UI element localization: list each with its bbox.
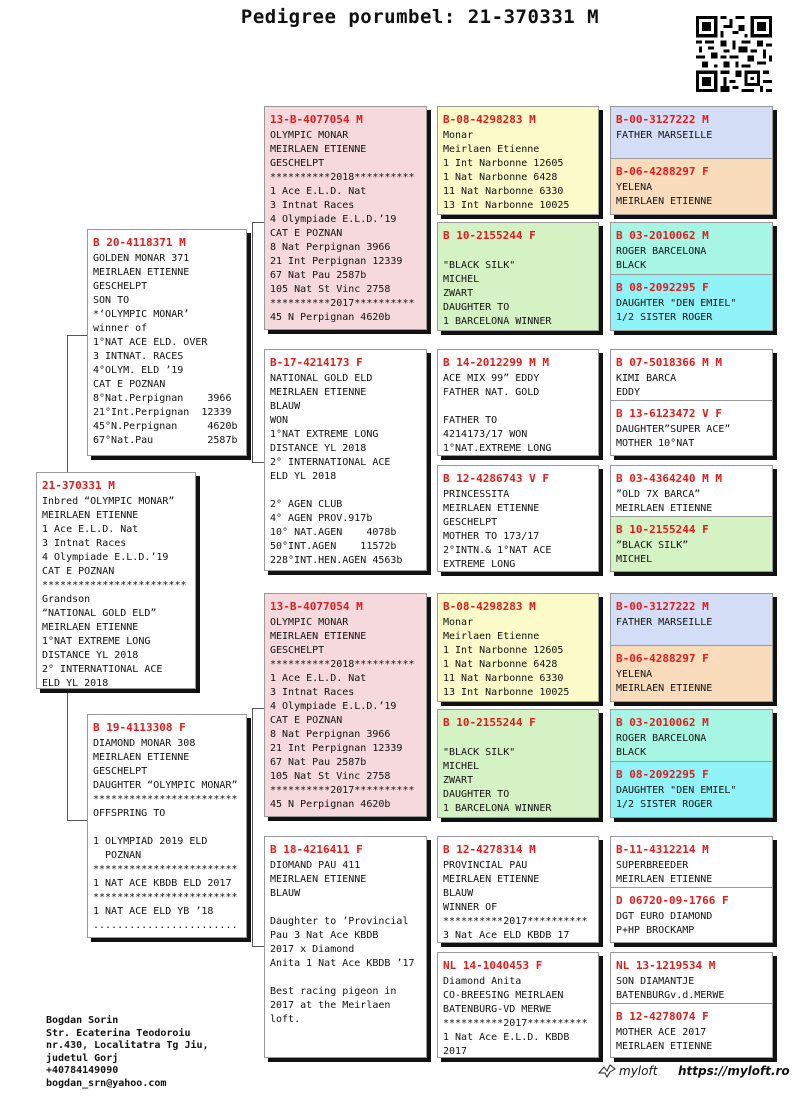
card-line: GESCHELPT (270, 158, 325, 169)
ring-number: B 03-4364240 M M (616, 472, 722, 485)
card-line: nr.430, Localitatra Tg Jiu, (46, 1040, 209, 1051)
card-line: ************************ (93, 864, 238, 875)
card-line: **********2017********** (270, 785, 415, 796)
card-line: ROGER BARCELONA (616, 246, 707, 257)
great-grandparent-card (437, 952, 599, 1058)
card-line: Anita 1 Nat Ace KBDB ’17 (270, 958, 415, 969)
card-line: ELD YL 2018 (42, 678, 109, 689)
card-line: 1 Ace E.L.D. Nat (42, 524, 139, 535)
card-line: ************************ (42, 580, 187, 591)
card-line: Str. Ecaterina Teodoroiu (46, 1027, 191, 1039)
card-line: MOTHER TO 173/17 (443, 531, 540, 542)
card-line: DAUGHTER TO (443, 789, 510, 800)
card-line: 45 N Perpignan 4620b (270, 799, 391, 810)
card-line: 1 BARCELONA WINNER (443, 316, 552, 327)
card-line: MEIRLAEN ETIENNE (616, 683, 713, 694)
connector-line (252, 946, 264, 947)
card-line: Diamond Anita (443, 976, 522, 987)
card-line: MICHEL (443, 761, 480, 772)
card-line: OLYMPIC MONAR (270, 130, 349, 141)
card-line: "BLACK SILK" (443, 747, 516, 758)
card-line (270, 901, 421, 915)
card-line: 4 Olympiade E.L.D.’19 (270, 214, 397, 225)
card-line: 21°Int.Perpignan 12339 (93, 407, 232, 418)
ggg-pair-card (610, 952, 773, 1058)
card-body (611, 1026, 772, 1054)
card-line: 2017 at the Meirlaen (270, 1000, 391, 1011)
card-line: 50°INT.AGEN 11572b (270, 541, 397, 552)
connector-line (252, 222, 253, 462)
card-line: MEIRLAEN ETIENNE (616, 1041, 713, 1052)
card-line: **********2018********** (270, 659, 415, 670)
ring-number: B 18-4216411 F (270, 843, 363, 856)
sire-dam-card (264, 349, 427, 571)
card-line: 3 Nat Ace ELD KBDB 17 (443, 930, 570, 941)
ring-number: 13-B-4077054 M (270, 600, 363, 613)
card-line: MICHEL (616, 554, 653, 565)
card-line: 13 Int Narbonne 10025 (443, 200, 570, 211)
great-grandparent-card (437, 593, 599, 702)
card-line: Daughter to ’Provincial (270, 916, 409, 927)
card-line: YELENA (616, 182, 653, 193)
great-grandparent-card (437, 836, 599, 943)
card-line: MEIRLAEN ETIENNE (616, 196, 713, 207)
card-line: 3 INTNAT. RACES (93, 351, 184, 362)
card-line: PRINCESSITA (443, 489, 510, 500)
great-grandparent-card (437, 709, 599, 818)
card-body (438, 488, 598, 572)
card-line: DIAMOND MONAR 308 (93, 738, 196, 749)
card-line: BLAUW (270, 401, 301, 412)
ring-number: B 20-4118371 M (93, 236, 186, 249)
card-line: SON DIAMANTJE (616, 976, 695, 987)
card-body (438, 372, 598, 456)
card-body (265, 616, 426, 812)
card-line: 2° INTERNATIONAL ACE (42, 664, 163, 675)
card-line: YELENA (616, 669, 653, 680)
great-grandparent-card (437, 106, 599, 215)
card-line: 2°INTN.& 1°NAT ACE (443, 545, 552, 556)
card-body (438, 975, 598, 1058)
ggg-pair-card (610, 222, 773, 331)
card-line: BLACK (616, 747, 647, 758)
card-line: *‘OLYMPIC MONAR’ (93, 309, 190, 320)
card-line: Inbred “OLYMPIC MONAR” (42, 496, 175, 507)
card-line: ************************ (93, 794, 238, 805)
ring-number: NL 14-1040453 F (443, 959, 543, 972)
dam-sire-card (264, 593, 427, 817)
card-line: 4° AGEN PROV.917b (270, 513, 373, 524)
card-line (270, 484, 421, 498)
card-line: loft. (270, 1014, 301, 1025)
card-body (265, 129, 426, 325)
ring-number: B 07-5018366 M M (616, 356, 722, 369)
ring-number: B 14-2012299 M M (443, 356, 549, 369)
card-line: **********2018********** (270, 172, 415, 183)
card-line: Meirlaen Etienne (443, 144, 540, 155)
card-body (611, 910, 772, 938)
ring-number: B 08-2092295 F (616, 768, 709, 781)
ring-number: B-11-4312214 M (616, 843, 709, 856)
connector-line (252, 222, 264, 223)
dam-card (87, 714, 247, 938)
card-line: MICHEL (443, 274, 480, 285)
card-line: 8°Nat.Perpignan 3966 (93, 393, 232, 404)
card-line: 45°N.Perpignan 4620b (93, 421, 238, 432)
card-line: SUPERBREEDER (616, 860, 689, 871)
subject-card (36, 472, 196, 689)
card-line: Meirlaen Etienne (443, 631, 540, 642)
card-line: CO-BREESING MEIRLAEN (443, 990, 564, 1001)
card-line: DIOMAND PAU 411 (270, 860, 361, 871)
ring-number: D 06720-09-1766 F (616, 894, 729, 907)
great-grandparent-card (437, 349, 599, 456)
card-line: ELD YL 2018 (270, 471, 337, 482)
card-line: MEIRLAEN ETIENNE (616, 874, 713, 885)
card-line: **********2017********** (443, 1018, 588, 1029)
card-line: 11 Nat Narbonne 6330 (443, 186, 564, 197)
card-line: 8 Nat Perpignan 3966 (270, 729, 391, 740)
ggg-pair-card (610, 465, 773, 572)
card-body (611, 784, 772, 812)
card-line: 1°NAT EXTREME LONG (270, 429, 379, 440)
card-line: GOLDEN MONAR 371 (93, 253, 190, 264)
connector-line (67, 820, 87, 821)
great-grandparent-card (437, 465, 599, 572)
logo-text: myloft (619, 1064, 658, 1078)
card-line: 45 N Perpignan 4620b (270, 312, 391, 323)
card-line (270, 971, 421, 985)
card-line: ZWART (443, 288, 474, 299)
card-line: FATHER TO (443, 415, 498, 426)
card-body (611, 245, 772, 273)
card-line: 1 Int Narbonne 12605 (443, 645, 564, 656)
card-body (88, 252, 246, 448)
ring-number: B 13-6123472 V F (616, 407, 722, 420)
card-line: BATENBURGv.d.MERWE (616, 990, 725, 1001)
card-line: 1 OLYMPIAD 2019 ELD (93, 836, 208, 847)
card-line: 228°INT.HEN.AGEN 4563b (270, 555, 403, 566)
ring-number: B-00-3127222 M (616, 600, 709, 613)
card-body (265, 859, 426, 1027)
card-line: MOTHER 10°NAT (616, 438, 695, 449)
card-line: Monar (443, 617, 474, 628)
card-line: **********2017********** (443, 916, 588, 927)
ring-number: B 12-4286743 V F (443, 472, 549, 485)
card-body (438, 616, 598, 700)
card-line: MEIRLAEN ETIENNE (443, 874, 540, 885)
card-line: WON (270, 415, 289, 426)
card-line: MEIRLAEN ETIENNE (616, 503, 713, 514)
card-line: MEIRLAEN ETIENNE (42, 510, 139, 521)
card-line: CAT E POZNAN (270, 228, 343, 239)
card-line: Bogdan Sorin (46, 1015, 119, 1026)
connector-line (252, 708, 253, 946)
card-line: ACE MIX 99” EDDY (443, 373, 540, 384)
ggg-pair-card (610, 349, 773, 456)
brand-logo (598, 1064, 657, 1078)
card-body (265, 372, 426, 568)
card-line: **********2017********** (270, 298, 415, 309)
card-line: 1 Nat Narbonne 6428 (443, 172, 558, 183)
card-line: DAUGHTER "DEN EMIEL" (616, 785, 737, 796)
card-line: 67 Nat Pau 2587b (270, 757, 367, 768)
card-line: 105 Nat St Vinc 2758 (270, 771, 391, 782)
card-line: EDDY (616, 387, 641, 398)
card-line: judetul Gorj (46, 1052, 119, 1064)
card-line (443, 245, 593, 259)
card-line: 67°Nat.Pau 2587b (93, 435, 238, 446)
card-line: 1/2 SISTER ROGER (616, 312, 713, 323)
card-line: GESCHELPT (93, 281, 148, 292)
card-body (611, 423, 772, 451)
card-body (611, 488, 772, 516)
ring-number: B-06-4288297 F (616, 652, 709, 665)
card-line: ”OLD 7X BARCA” (616, 489, 701, 500)
ring-number: B-08-4298283 M (443, 113, 536, 126)
card-body (438, 129, 598, 213)
card-line: FATHER MARSEILLE (616, 617, 713, 628)
sire-sire-card (264, 106, 427, 330)
card-line: Grandson (42, 594, 91, 605)
card-line (93, 821, 241, 835)
card-line: 105 Nat St Vinc 2758 (270, 284, 391, 295)
card-line: MOTHER ACE 2017 (616, 1027, 707, 1038)
card-line: DAUGHTER "DEN EMIEL" (616, 298, 737, 309)
card-body (611, 181, 772, 209)
card-body (88, 737, 246, 933)
card-line: GESCHELPT (443, 517, 498, 528)
card-line: 1°NAT ACE ELD. OVER (93, 337, 208, 348)
card-body (611, 372, 772, 400)
card-line: 4214173/17 WON (443, 429, 528, 440)
card-line: "BLACK SILK" (443, 260, 516, 271)
ring-number: B 03-2010062 M (616, 229, 709, 242)
card-line: DAUGHTER”SUPER ACE” (616, 424, 731, 435)
ggg-pair-card (610, 106, 773, 215)
card-line: 67 Nat Pau 2587b (270, 270, 367, 281)
card-line: POZNAN (93, 850, 142, 861)
card-line: 1°NAT EXTREME LONG (42, 636, 151, 647)
card-line: BLAUW (270, 888, 301, 899)
card-line: GESCHELPT (93, 766, 148, 777)
qr-code (696, 16, 772, 92)
ring-number: B 12-4278074 F (616, 1010, 709, 1023)
card-line: MEIRLAEN ETIENNE (270, 387, 367, 398)
card-line: 1°NAT.EXTREME LONG (443, 443, 552, 454)
card-line: 1 Ace E.L.D. Nat (270, 186, 367, 197)
connector-line (67, 690, 68, 820)
card-line: 2° INTERNATIONAL ACE (270, 457, 391, 468)
connector-line (252, 462, 264, 463)
card-line: OFFSPRING TO (93, 808, 166, 819)
card-line: 1 Nat Ace E.L.D. KBDB (443, 1032, 570, 1043)
card-body (611, 616, 772, 630)
card-line: 3 Intnat Races (42, 538, 127, 549)
card-line: DISTANCE YL 2018 (42, 650, 139, 661)
ring-number: B 12-4278314 M (443, 843, 536, 856)
card-line: MEIRLAEN ETIENNE (443, 503, 540, 514)
card-line: SON TO (93, 295, 130, 306)
card-line: bogdan_srn@yahoo.com (46, 1077, 167, 1089)
card-line: MEIRLAEN ETIENNE (270, 144, 367, 155)
card-line: P+HP BROCKAMP (616, 925, 695, 936)
pigeon-icon (598, 1064, 616, 1078)
card-body (611, 732, 772, 760)
ring-number: B-17-4214173 F (270, 356, 363, 369)
ring-number: B 03-2010062 M (616, 716, 709, 729)
card-body (611, 129, 772, 143)
ring-number: 13-B-4077054 M (270, 113, 363, 126)
card-line: 1 Nat Narbonne 6428 (443, 659, 558, 670)
connector-line (252, 708, 264, 709)
card-line: 1 NAT ACE KBDB ELD 2017 (93, 878, 232, 889)
card-body (438, 732, 598, 816)
card-line: 4 Olympiade E.L.D.’19 (42, 552, 169, 563)
card-line: 2° AGEN CLUB (270, 499, 343, 510)
card-line: 1 NAT ACE ELD YB ’18 (93, 906, 214, 917)
card-line: Monar (443, 130, 474, 141)
card-line: 3 Intnat Races (270, 200, 355, 211)
card-line: 2017 (443, 1046, 468, 1057)
card-line: MEIRLAEN ETIENNE (93, 752, 190, 763)
card-line: 21 Int Perpignan 12339 (270, 743, 403, 754)
ring-number: B-06-4288297 F (616, 165, 709, 178)
card-line: 8 Nat Perpignan 3966 (270, 242, 391, 253)
ring-number: B 10-2155244 F (443, 229, 536, 242)
card-line: +40784149090 (46, 1065, 119, 1076)
card-line: MEIRLAEN ETIENNE (93, 267, 190, 278)
card-line: DAUGHTER TO (443, 302, 510, 313)
card-body (611, 668, 772, 696)
card-line: 1 Int Narbonne 12605 (443, 158, 564, 169)
card-line: CAT E POZNAN (93, 379, 166, 390)
card-line: 21 Int Perpignan 12339 (270, 256, 403, 267)
card-line: FATHER NAT. GOLD (443, 387, 540, 398)
card-line: ........................ (93, 920, 238, 931)
card-body (611, 975, 772, 1003)
card-line: 4 Olympiade E.L.D.’19 (270, 701, 397, 712)
card-line (443, 400, 593, 414)
card-line: “NATIONAL GOLD ELD” (42, 608, 157, 619)
connector-line (67, 335, 68, 473)
owner-contact (46, 1015, 209, 1090)
ring-number: B 08-2092295 F (616, 281, 709, 294)
ring-number: NL 13-1219534 M (616, 959, 716, 972)
card-line: CAT E POZNAN (42, 566, 115, 577)
card-line: FATHER MARSEILLE (616, 130, 713, 141)
dam-dam-card (264, 836, 427, 1058)
card-line: OLYMPIC MONAR (270, 617, 349, 628)
ring-number: B-08-4298283 M (443, 600, 536, 613)
connector-line (67, 335, 87, 336)
card-line: ROGER BARCELONA (616, 733, 707, 744)
card-line: WINNER OF (443, 902, 498, 913)
brand-url[interactable]: https://myloft.ro (678, 1064, 790, 1078)
card-body (611, 539, 772, 567)
card-line: 1/2 SISTER ROGER (616, 799, 713, 810)
card-line: MEIRLAEN ETIENNE (270, 631, 367, 642)
page-title: Pedigree porumbel: 21-370331 M (240, 6, 600, 28)
great-grandparent-card (437, 222, 599, 331)
card-line: 3 Intnat Races (270, 687, 355, 698)
card-line: ”BLACK SILK” (616, 540, 689, 551)
card-line: BLAUW (443, 888, 474, 899)
card-line: 1 BARCELONA WINNER (443, 803, 552, 814)
ring-number: B 10-2155244 F (616, 523, 709, 536)
card-line: BLACK (616, 260, 647, 271)
card-line: 10° NAT.AGEN 4078b (270, 527, 397, 538)
card-body (438, 859, 598, 943)
card-line: 2017 x Diamond (270, 944, 355, 955)
card-line: DGT EURO DIAMOND (616, 911, 713, 922)
card-line: Best racing pigeon in (270, 986, 397, 997)
card-line: 11 Nat Narbonne 6330 (443, 673, 564, 684)
card-line: BATENBURG-VD MERWE (443, 1004, 552, 1015)
card-line: GESCHELPT (270, 645, 325, 656)
card-line: 4°OLYM. ELD ’19 (93, 365, 184, 376)
card-line: DISTANCE YL 2018 (270, 443, 367, 454)
card-line: winner of (93, 323, 148, 334)
card-line: ************************ (93, 892, 238, 903)
card-body (611, 297, 772, 325)
ring-number: B 10-2155244 F (443, 716, 536, 729)
card-line: NATIONAL GOLD ELD (270, 373, 373, 384)
card-line: 1 Ace E.L.D. Nat (270, 673, 367, 684)
ggg-pair-card (610, 709, 773, 818)
card-line: EXTREME LONG (443, 559, 516, 570)
card-line: ZWART (443, 775, 474, 786)
sire-card (87, 229, 247, 456)
card-line: MEIRLAEN ETIENNE (42, 622, 139, 633)
ggg-pair-card (610, 593, 773, 702)
card-body (611, 859, 772, 887)
card-body (438, 245, 598, 329)
card-line: MEIRLAEN ETIENNE (270, 874, 367, 885)
ring-number: B 19-4113308 F (93, 721, 186, 734)
card-line: KIMI BARCA (616, 373, 677, 384)
card-line: CAT E POZNAN (270, 715, 343, 726)
card-line: DAUGHTER “OLYMPIC MONAR” (93, 780, 238, 791)
card-line: 13 Int Narbonne 10025 (443, 687, 570, 698)
ggg-pair-card (610, 836, 773, 943)
ring-number: B-00-3127222 M (616, 113, 709, 126)
card-line: Pau 3 Nat Ace KBDB (270, 930, 379, 941)
card-body (37, 495, 195, 689)
card-line (443, 732, 593, 746)
ring-number: 21-370331 M (42, 479, 115, 492)
card-line: PROVINCIAL PAU (443, 860, 528, 871)
